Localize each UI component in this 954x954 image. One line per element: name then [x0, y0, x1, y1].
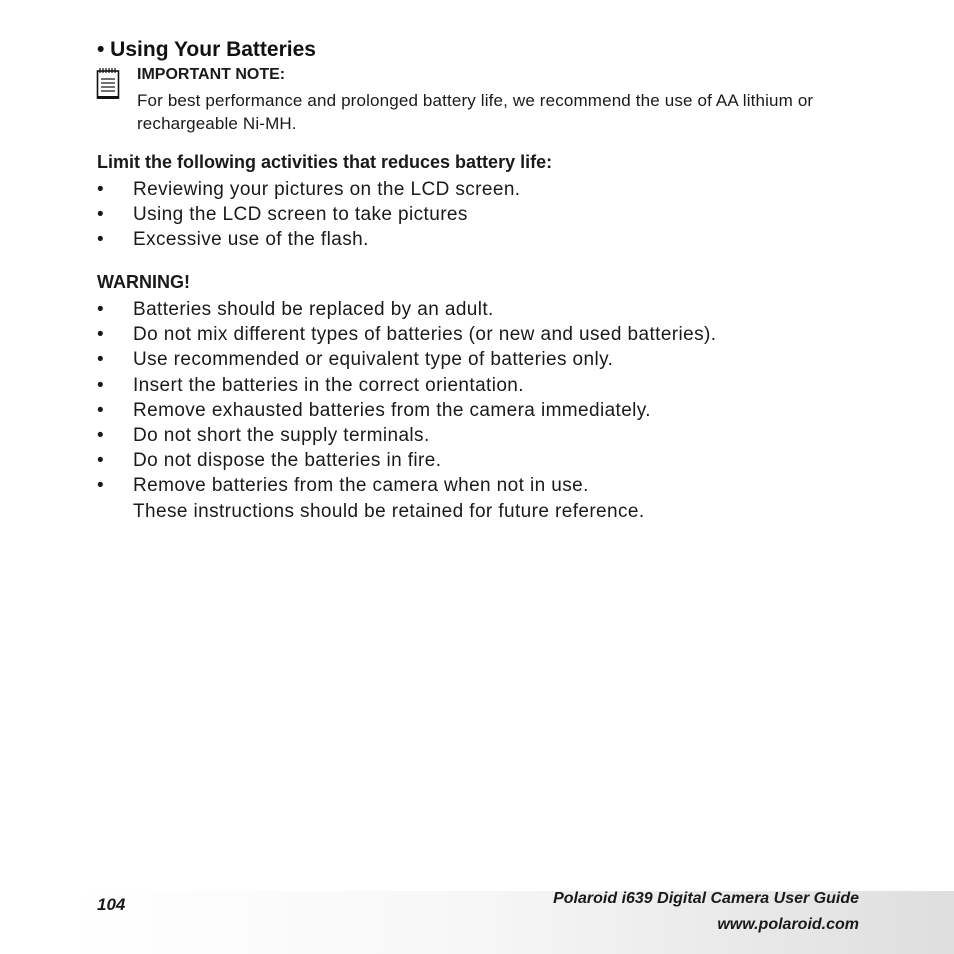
bullet-icon: • — [97, 399, 105, 421]
bullet-icon: • — [97, 204, 105, 226]
list-item: • Using the LCD screen to take pictures — [97, 202, 520, 227]
important-note-title: IMPORTANT NOTE: — [137, 66, 286, 83]
list-item: • Do not mix different types of batteries (or new and used batteries). — [97, 322, 716, 347]
list-item: • Batteries should be replaced by an adult. — [97, 297, 716, 322]
list-item: • Excessive use of the flash. — [97, 227, 520, 252]
bullet-icon: • — [97, 450, 105, 472]
notepad-icon — [96, 67, 122, 103]
limit-activities-title: Limit the following activities that reduces battery life: — [97, 152, 553, 172]
list-item: • Do not dispose the batteries in fire. — [97, 448, 716, 473]
guide-title: Polaroid i639 Digital Camera User Guide — [553, 890, 859, 907]
section-heading: • Using Your Batteries — [97, 38, 316, 61]
retain-instructions-text: These instructions should be retained for future reference. — [133, 501, 645, 522]
bullet-icon: • — [97, 229, 105, 251]
limit-activities-list — [97, 177, 520, 253]
bullet-icon: • — [97, 324, 105, 346]
bullet-icon: • — [97, 349, 105, 371]
bullet-icon: • — [97, 299, 105, 320]
list-item: • Reviewing your pictures on the LCD screen. — [97, 177, 520, 202]
bullet-icon: • — [97, 475, 105, 497]
warning-title: WARNING! — [97, 272, 190, 292]
website-url: www.polaroid.com — [717, 916, 859, 933]
list-item: • Insert the batteries in the correct orientation. — [97, 373, 716, 398]
page-number: 104 — [97, 895, 126, 914]
list-item: • Do not short the supply terminals. — [97, 423, 716, 448]
important-note-body: For best performance and prolonged battery life, we recommend the use of AA lithium or rechargeable Ni-MH. — [137, 91, 814, 133]
bullet-icon: • — [97, 425, 105, 447]
warning-list — [97, 297, 716, 499]
list-item: • Remove batteries from the camera when not in use. — [97, 473, 716, 498]
bullet-icon: • — [97, 179, 105, 200]
list-item: • Remove exhausted batteries from the camera immediately. — [97, 398, 716, 423]
list-item: • Use recommended or equivalent type of batteries only. — [97, 347, 716, 372]
bullet-icon: • — [97, 374, 105, 396]
